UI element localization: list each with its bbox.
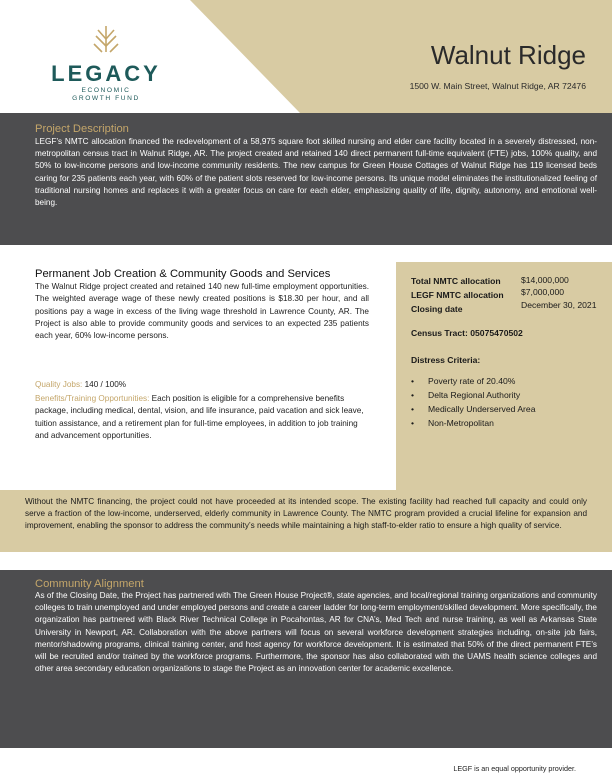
legf-allocation-value: $7,000,000 <box>521 287 565 297</box>
wheat-emblem-icon <box>88 22 124 54</box>
census-tract-value: 05075470502 <box>470 328 523 338</box>
legf-allocation-label: LEGF NMTC allocation <box>411 290 504 300</box>
logo-subtitle-2: GROWTH FUND <box>72 95 140 102</box>
bullet-icon: • <box>411 376 415 386</box>
page-title: Walnut Ridge <box>430 40 586 70</box>
distress-criteria-title: Distress Criteria: <box>411 355 481 365</box>
benefits-paragraph <box>35 393 369 442</box>
bullet-icon: • <box>411 404 415 414</box>
bullet-icon: • <box>411 418 415 428</box>
census-tract-label: Census Tract: <box>411 328 468 338</box>
logo-wordmark: LEGACY <box>51 61 161 86</box>
legacy-logo <box>36 22 176 102</box>
quality-jobs-label: Quality Jobs: <box>35 380 83 389</box>
total-allocation-value: $14,000,000 <box>521 275 569 285</box>
project-description-title: Project Description <box>35 123 129 135</box>
footer-disclaimer: LEGF is an equal opportunity provider. <box>453 764 576 773</box>
project-description-body: LEGF’s NMTC allocation financed the redevelopment of a 58,975 square foot skilled nursing and elder care facility located in a severely distressed, non-metropolitan census tract in Walnut Ridge, AR. The project created and retained 140 direct permanent full-time equivalent (FTE) jobs, 100% quality, and 50% to low-income persons and low-income community residents. The new campus for Green House Cottages of Walnut Ridge has 119 licensed beds caring for 235 patients each year, with 60% of the patient slots reserved for low-income persons. Its unique model eliminates the institutionalized feeling of traditional nursing homes and replaces it with a greater focus on care for each elder, emphasizing quality of life, dignity, autonomy, and emotional well-being. <box>35 137 597 208</box>
bullet-icon: • <box>411 390 415 400</box>
criteria-item: • Poverty rate of 20.40% <box>411 376 516 386</box>
logo-subtitle-1: ECONOMIC <box>81 87 131 94</box>
community-alignment-body: As of the Closing Date, the Project has partnered with The Green House Project®, state agencies, and local/regional training organizations and community colleges to train unemployed and under employed persons and create a career ladder for long-term employment/skilled development. More specifically, the organization has partnered with Black River Technical College in Pocahontas, AR for CNA’s, Med Tech and nurse training, as well as Arkansas State University in Newport, AR. Collaboration with the above partners will focus on several workforce development strategies including, on-site job fairs, mentor/shadowing programs, clinical training center, and host agency for workforce development. It is estimated that 50% of the direct permanent FTE’s will be recruited and/or trained by the workforce programs. Furthermore, the sponsor has also collaborated with the UAMS health science colleges and other area secondary education organizations to stage the Project as an innovation center for academic excellence. <box>35 591 597 674</box>
census-tract <box>411 328 523 338</box>
nmtc-impact-body: Without the NMTC financing, the project could not have proceeded at its intended scope. The existing facility had reached full capacity and could only serve a fraction of the low-income, underserved, elderly community in Lawrence County. The NMTC program provided a crucial lifeline for expansion and improvement, enabling the sponsor to address the community’s needs while maintaining a high staff-to-elder ratio to ensure a high quality of service. <box>25 497 587 531</box>
benefits-label: Benefits/Training Opportunities: <box>35 394 150 403</box>
criteria-item: • Non-Metropolitan <box>411 418 494 428</box>
closing-date-value: December 30, 2021 <box>521 300 597 310</box>
benefits-value: Each position is eligible for a comprehensive benefits package, including medical, dental, vision, and life insurance, paid vacation and sick leave, tuition assistance, and a retirement plan for full-time employees, in addition to job training and advancement opportunities. <box>35 394 364 440</box>
quality-jobs-value: 140 / 100% <box>82 380 127 389</box>
project-address: 1500 W. Main Street, Walnut Ridge, AR 72476 <box>409 81 586 91</box>
criteria-item: • Delta Regional Authority <box>411 390 521 400</box>
quality-jobs-line <box>35 380 126 389</box>
closing-date-label: Closing date <box>411 304 463 314</box>
jobs-section-body: The Walnut Ridge project created and retained 140 new full-time employment opportunities. The weighted average wage of these newly created positions is $18.30 per hour, and all positions pay a wage in excess of the living wage threshold in Lawrence County, AR. The Project is also able to provide community goods and services to an expected 235 patients each year, 60% low-income persons. <box>35 282 369 341</box>
criteria-item: • Medically Underserved Area <box>411 404 536 414</box>
total-allocation-label: Total NMTC allocation <box>411 276 501 286</box>
jobs-section-title: Permanent Job Creation & Community Goods and Services <box>35 268 331 280</box>
community-alignment-title: Community Alignment <box>35 578 144 590</box>
